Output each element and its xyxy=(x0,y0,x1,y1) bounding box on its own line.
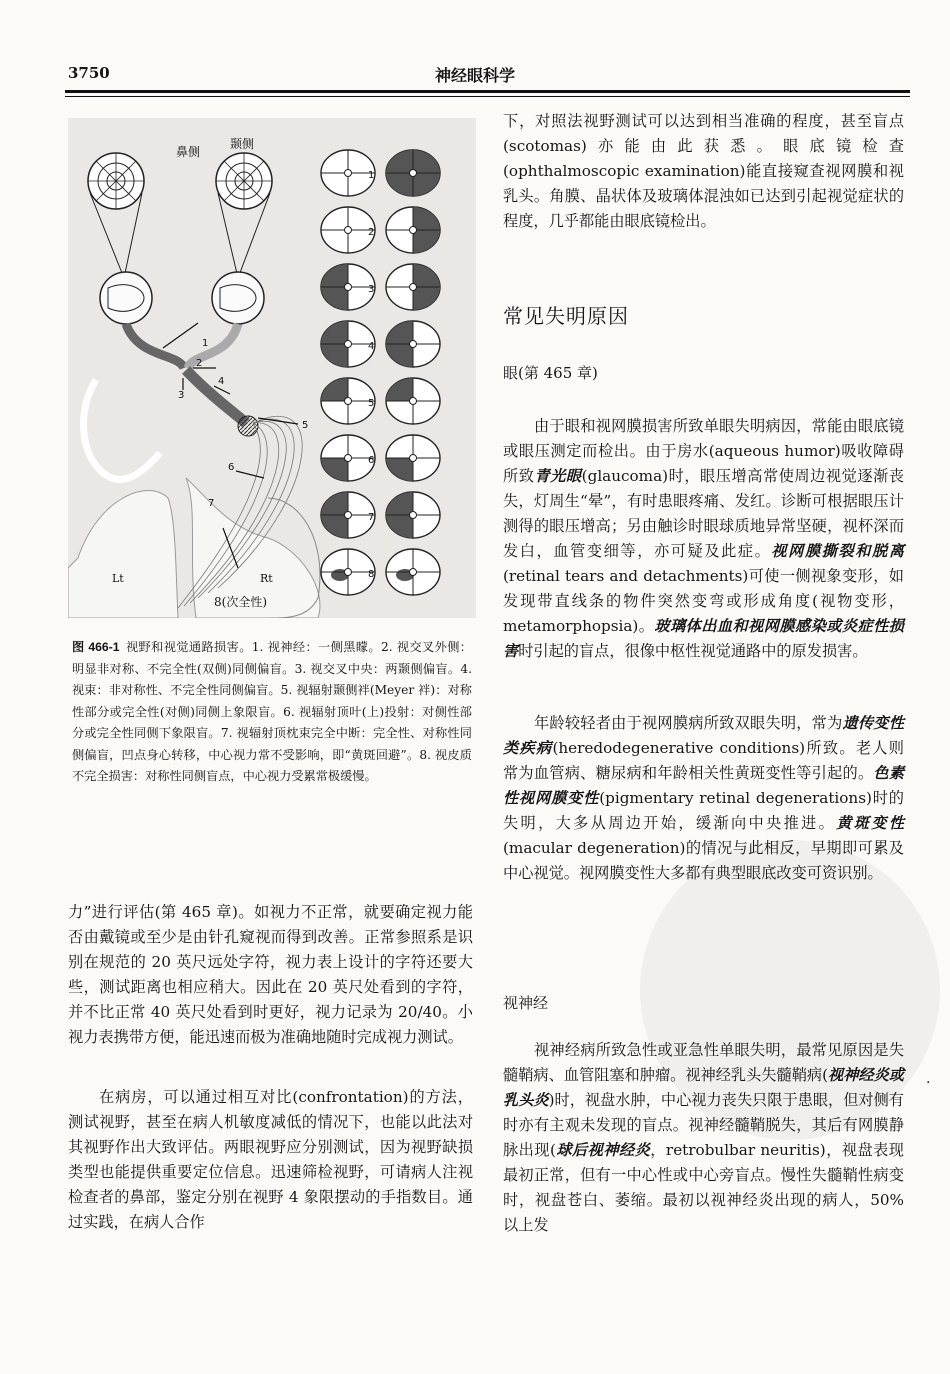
figure-label: 图 466-1 xyxy=(72,640,120,654)
visual-field-diagram xyxy=(321,549,375,595)
callout-5: 5 xyxy=(302,420,309,431)
margin-mark: · xyxy=(926,1075,931,1091)
right-paragraph-3: 视神经病所致急性或亚急性单眼失明，最常见原因是失髓鞘病、血管阻塞和肿瘤。视神经乳头失髓鞘病(视神经炎或乳头炎)时，视盘水肿，中心视力丧失只限于患眼，但对侧有时亦有主观未发现的盲点。视神经髓鞘脱失，其后有网膜静脉出现(球后视神经炎，retrobulbar neuritis)，视盘表现最初正常，但有一中心性或中心旁盲点。慢性失髓鞘性病变时，视盘苍白、萎缩。最初以视神经炎出现的病人，50% 以上发 xyxy=(503,1041,904,1234)
header-rule-thin xyxy=(65,96,910,97)
term-optic-neuritis: 视神经炎或乳头炎 xyxy=(503,1066,904,1109)
running-title: 神经眼科学 xyxy=(434,66,515,85)
left-paragraph-1: 力”进行评估(第 465 章)。如视力不正常，就要确定视力能否由戴镜或至少是由针孔窥视而得到改善。正常参照系是识别在规范的 20 英尺远处字符，视力表上设计的字符还要大些，测试距离也相应稍大。因此在 20 英尺处看到的字符，并不比正常 40 英尺处看到时更好，视力记录为 20/40。小视力表携带方便，能迅速而极为准确地随时完成视力测试。 xyxy=(68,903,473,1046)
term-glaucoma: 青光眼 xyxy=(534,467,582,485)
visual-field-diagram xyxy=(321,492,375,538)
visual-field-diagram xyxy=(321,321,375,367)
visual-field-diagram xyxy=(386,492,440,538)
callout-6: 6 xyxy=(228,462,235,473)
right-paragraph-0: 下，对照法视野测试可以达到相当准确的程度，甚至盲点(scotomas)亦能由此获悉。眼底镜检查(ophthalmoscopic examination)能直接窥查视网膜和视乳头。角膜、晶状体及玻璃体混浊如已达到引起视觉症状的程度，几乎都能由眼底镜检出。 xyxy=(503,112,904,230)
field-row-number: 6 xyxy=(368,455,375,466)
callout-3: 3 xyxy=(178,390,185,401)
term-retinal-detachment: 视网膜撕裂和脱离 xyxy=(771,542,905,560)
subheading-eye: 眼(第 465 章) xyxy=(503,364,598,382)
right-paragraph-2: 年龄较轻者由于视网膜病所致双眼失明，常为遗传变性类疾病(heredodegenerative conditions)所致。老人则常为血管病、糖尿病和年龄相关性黄斑变性等引起的。色素性视网膜变性(pigmentary retinal degenerations)时的失明，大多从周边开始，缓渐向中央推进。黄斑变性(macular degeneration)的情况与此相反，早期即可累及中心视觉。视网膜变性大多都有典型眼底改变可资识别。 xyxy=(503,714,905,882)
label-incomplete: 8(次全性) xyxy=(214,595,267,609)
watermark-seal xyxy=(640,840,940,1140)
label-nasal: 鼻侧 xyxy=(176,145,201,159)
left-paragraph-2: 在病房，可以通过相互对比(confrontation)的方法，测试视野，甚至在病人机敏度减低的情况下，也能以此法对其视野作出大致评估。两眼视野应分别测试，因为视野缺损类型也能提供重要定位信息。迅速筛检视野，可请病人注视检查者的鼻部，鉴定分别在视野 4 象限摆动的手指数目。通过实践，在病人合作 xyxy=(68,1088,473,1231)
callout-1: 1 xyxy=(202,338,209,349)
field-row-number: 4 xyxy=(368,341,375,352)
field-row-number: 8 xyxy=(368,569,375,580)
section-title: 常见失明原因 xyxy=(503,304,629,328)
visual-field-diagram xyxy=(386,264,440,310)
visual-field-diagram xyxy=(386,378,440,424)
label-left: Lt xyxy=(112,572,124,585)
figure-caption-text: 视野和视觉通路损害。1. 视神经：一侧黑矇。2. 视交叉外侧：明显非对称、不完全性(双侧)同侧偏盲。3. 视交叉中央：两颞侧偏盲。4. 视束：非对称性、不完全性同侧偏盲。5. 视辐射颞侧袢(Meyer 袢)：对称性部分或完全性(对侧)同侧上象限盲。6. 视辐射顶叶(上)投射：对侧性部分或完全性同侧下象限盲。7. 视辐射顶枕束完全中断：完全性、对称性同侧偏盲，凹点身心转移，中心视力常不受影响，即“黄斑回避”。8. 视皮质不完全损害：对称性同侧盲点，中心视力受累常极缓慢。 xyxy=(72,640,472,783)
field-row-number: 7 xyxy=(368,512,375,523)
brain-silhouette xyxy=(68,491,178,619)
right-paragraph-1: 由于眼和视网膜损害所致单眼失明病因，常能由眼底镜或眼压测定而检出。由于房水(aqueous humor)吸收障碍所致青光眼(glaucoma)时，眼压增高常使周边视觉逐渐丧失，灯周生“晕”，有时患眼疼痛、发红。诊断可根据眼压计测得的眼压增高；另由触诊时眼球质地异常坚硬，视杯深而发白，血管变细等，亦可疑及此症。视网膜撕裂和脱离(retinal tears and detachments)可使一侧视象变形，如发现带直线条的物件突然变弯或形成角度(视物变形，metamorphopsia)。玻璃体出血和视网膜感染或炎症性损害时引起的盲点，很像中枢性视觉通路中的原发损害。 xyxy=(503,417,905,660)
callout-4: 4 xyxy=(218,376,225,387)
field-row-numbers xyxy=(368,170,374,580)
label-right: Rt xyxy=(260,572,273,585)
callout-2: 2 xyxy=(196,358,203,369)
visual-field-diagram xyxy=(321,435,375,481)
field-row-number: 1 xyxy=(368,170,375,181)
brain-outline xyxy=(83,380,160,480)
field-row-number: 3 xyxy=(368,284,375,295)
term-heredodegenerative: 遗传变性类疾病 xyxy=(503,714,905,757)
term-pigmentary-degeneration: 色素性视网膜变性 xyxy=(503,764,905,807)
label-temporal: 颞侧 xyxy=(230,137,255,151)
right-eye-field-icon xyxy=(216,153,272,209)
visual-field-diagram xyxy=(386,150,440,196)
page-number: 3750 xyxy=(68,64,110,82)
visual-field-diagram xyxy=(321,378,375,424)
visual-field-diagram xyxy=(386,321,440,367)
term-vitreous-hemorrhage: 玻璃体出血和视网膜感染或炎症性损害 xyxy=(503,617,904,660)
visual-field-diagram xyxy=(386,435,440,481)
figure-visual-pathways xyxy=(68,118,476,618)
field-row-number: 2 xyxy=(368,227,375,238)
field-defect-grid xyxy=(321,150,440,595)
visual-field-diagram xyxy=(321,207,375,253)
term-retrobulbar-neuritis: 球后视神经炎 xyxy=(555,1141,651,1159)
term-macular-degeneration: 黄斑变性 xyxy=(836,814,905,832)
subheading-optic-nerve: 视神经 xyxy=(503,994,549,1012)
figure-caption xyxy=(72,637,472,788)
left-optic-nerve xyxy=(126,324,184,368)
field-row-number: 5 xyxy=(368,398,375,409)
visual-field-diagram xyxy=(321,150,375,196)
left-eye-field-icon xyxy=(88,153,144,209)
visual-field-diagram xyxy=(321,264,375,310)
optic-tract xyxy=(186,370,246,423)
visual-field-diagram xyxy=(386,549,440,595)
callout-7: 7 xyxy=(208,498,215,509)
visual-field-diagram xyxy=(386,207,440,253)
header-rule-thick xyxy=(65,90,910,93)
